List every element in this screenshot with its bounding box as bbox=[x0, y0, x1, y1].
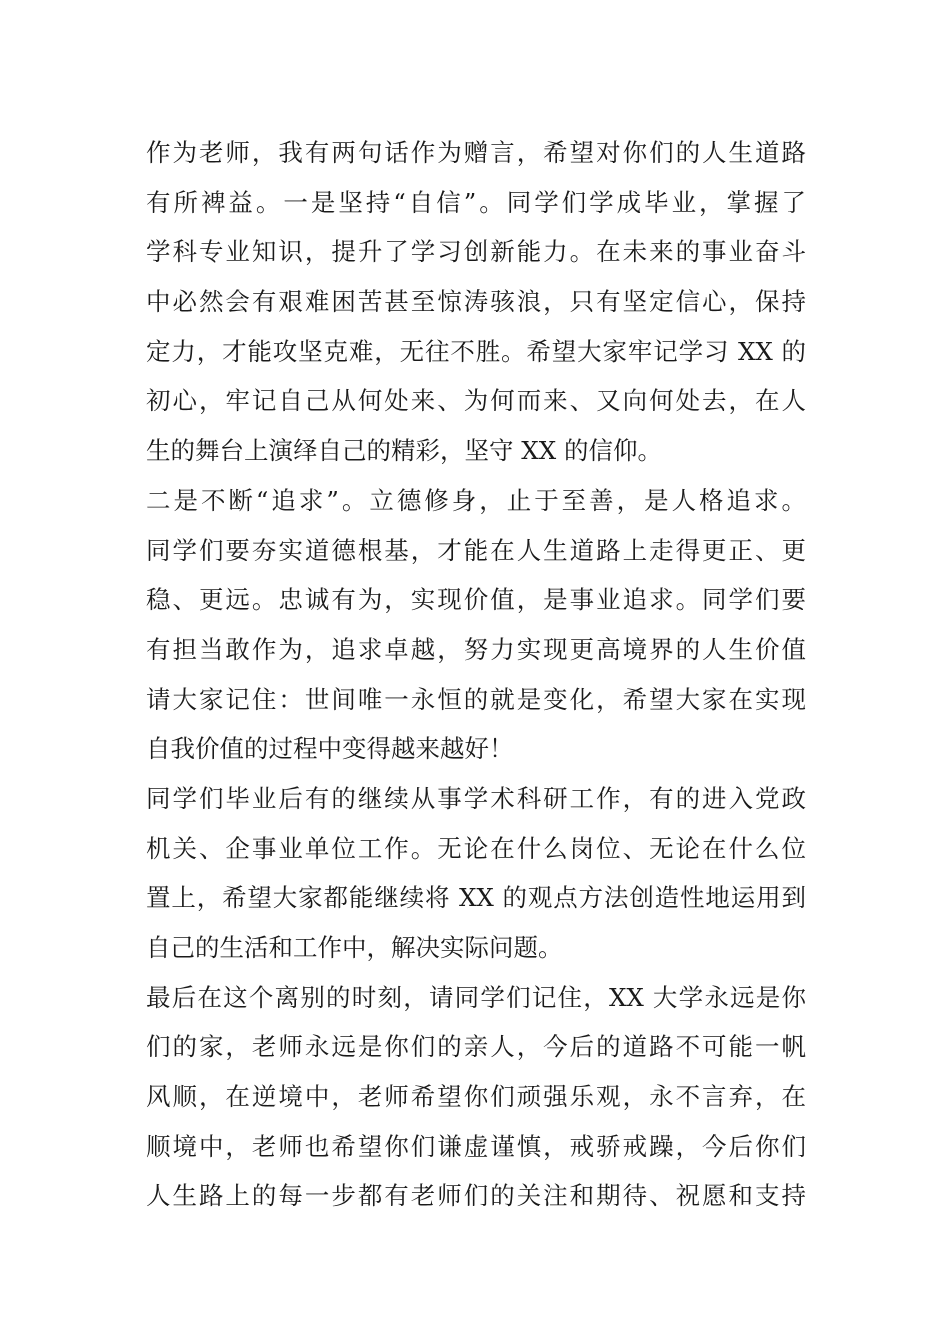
text-line: 请大家记住：世间唯一永恒的就是变化，希望大家在实现 bbox=[146, 684, 806, 714]
text-line: 有所裨益。一是坚持“自信”。同学们学成毕业，掌握了 bbox=[146, 187, 806, 217]
text-line: 初心，牢记自己从何处来、为何而来、又向何处去，在人 bbox=[146, 386, 806, 416]
text-line: 自己的生活和工作中，解决实际问题。 bbox=[146, 933, 563, 962]
text-line: 自我价值的过程中变得越来越好！ bbox=[146, 734, 514, 764]
text-line: 同学们要夯实道德根基，才能在人生道路上走得更正、更 bbox=[146, 535, 806, 565]
document-body bbox=[146, 128, 806, 1221]
text-line: 们的家，老师永远是你们的亲人，今后的道路不可能一帆 bbox=[146, 1032, 806, 1062]
text-line: 机关、企事业单位工作。无论在什么岗位、无论在什么位 bbox=[146, 833, 806, 863]
text-line: 置上，希望大家都能继续将 XX 的观点方法创造性地运用到 bbox=[146, 883, 806, 913]
text-line: 定力，才能攻坚克难，无往不胜。希望大家牢记学习 XX 的 bbox=[146, 336, 806, 366]
text-line: 顺境中，老师也希望你们谦虚谨慎，戒骄戒躁，今后你们 bbox=[146, 1131, 806, 1161]
text-line: 风顺，在逆境中，老师希望你们顽强乐观，永不言弃，在 bbox=[146, 1082, 806, 1112]
text-line: 最后在这个离别的时刻，请同学们记住，XX 大学永远是你 bbox=[146, 982, 806, 1012]
text-line: 有担当敢作为，追求卓越，努力实现更高境界的人生价值 bbox=[146, 634, 806, 664]
text-line: 二是不断“追求”。立德修身，止于至善，是人格追求。 bbox=[146, 485, 806, 515]
text-line: 同学们毕业后有的继续从事学术科研工作，有的进入党政 bbox=[146, 783, 806, 813]
text-line: 生的舞台上演绎自己的精彩，坚守 XX 的信仰。 bbox=[146, 436, 662, 466]
text-line: 人生路上的每一步都有老师们的关注和期待、祝愿和支持 bbox=[146, 1181, 806, 1211]
text-line: 学科专业知识，提升了学习创新能力。在未来的事业奋斗 bbox=[146, 237, 806, 267]
text-line: 作为老师，我有两句话作为赠言，希望对你们的人生道路 bbox=[146, 138, 806, 167]
text-line: 中必然会有艰难困苦甚至惊涛骇浪，只有坚定信心，保持 bbox=[146, 287, 806, 317]
text-line: 稳、更远。忠诚有为，实现价值，是事业追求。同学们要 bbox=[146, 585, 806, 615]
